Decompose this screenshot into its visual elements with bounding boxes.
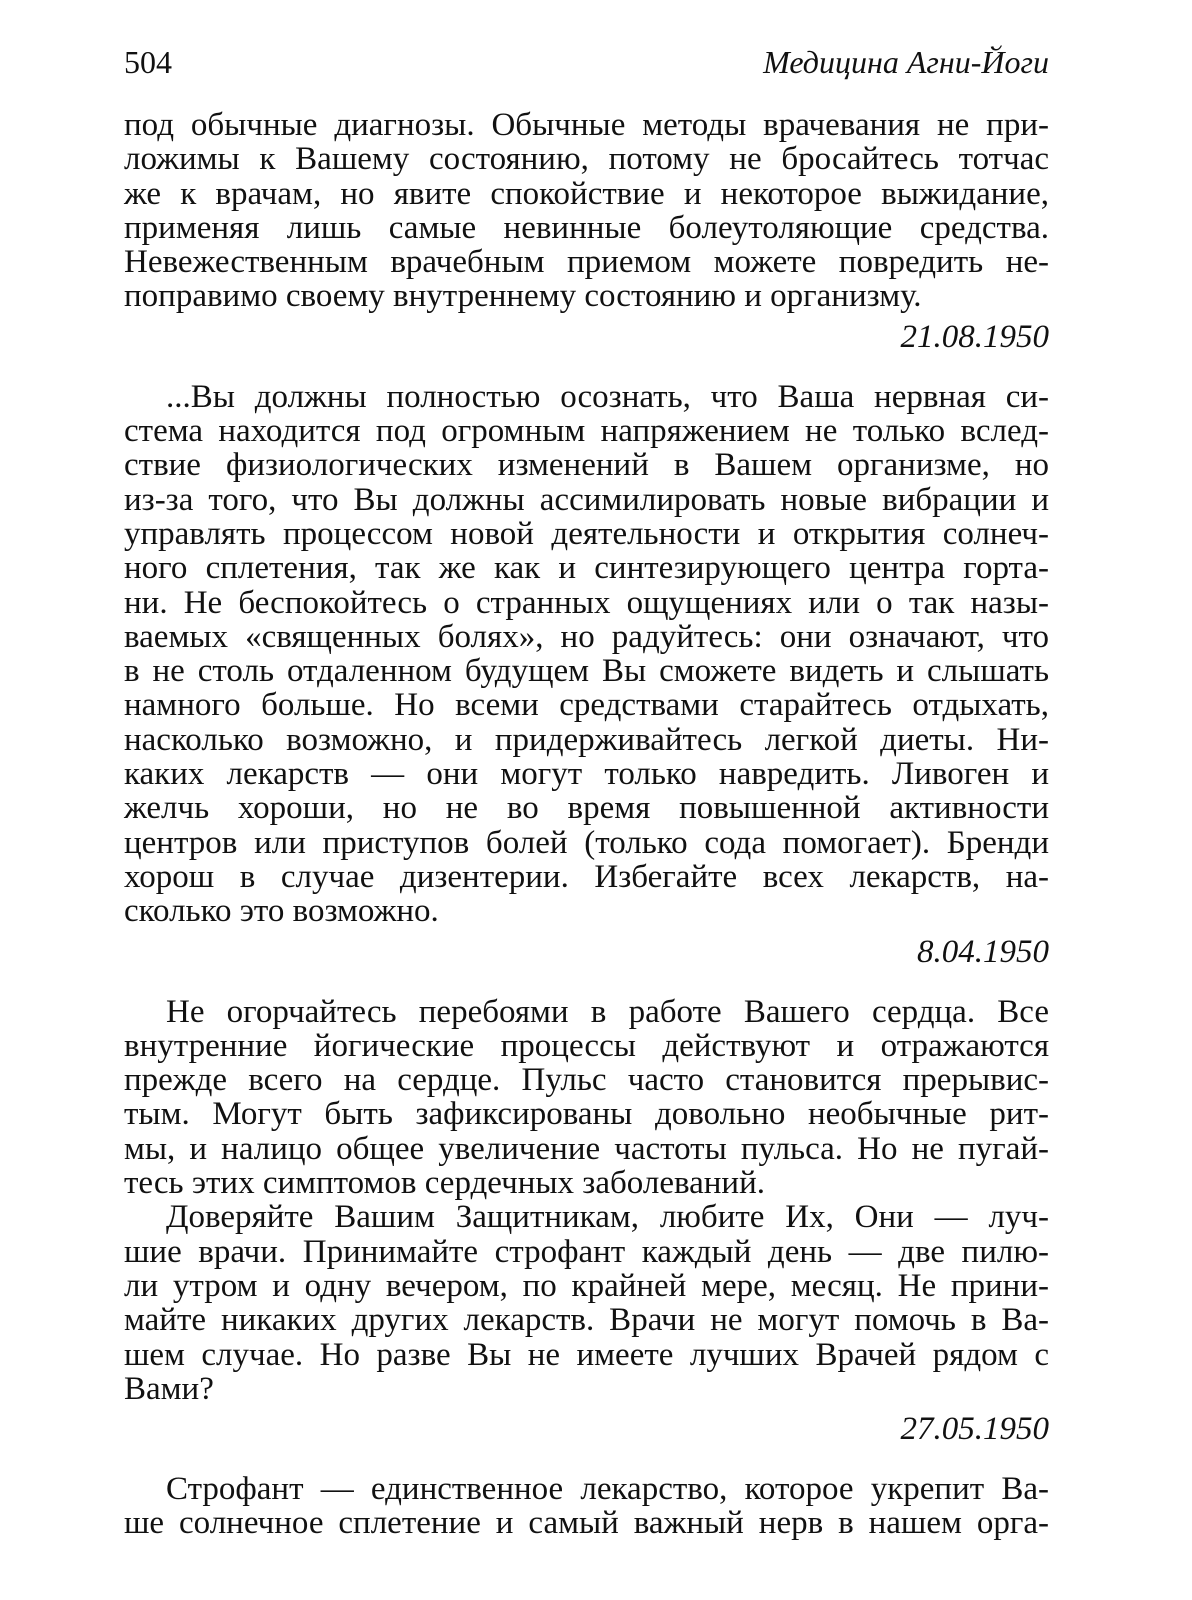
text-line: же к врачам, но явите спокойствие и некоторое выжидание, — [124, 175, 1049, 212]
text-line: каких лекарств — они могут только навредить. Ливоген и — [124, 756, 1049, 793]
text-line: тым. Могут быть зафиксированы довольно необычные рит- — [124, 1096, 1049, 1133]
text-line: ствие физиологических изменений в Вашем организме, но — [124, 447, 1049, 484]
text-line: хорош в случае дизентерии. Избегайте всех лекарств, на- — [124, 858, 1049, 895]
text-line: Доверяйте Вашим Защитникам, любите Их, Они — луч- — [166, 1199, 1049, 1236]
text-line: прежде всего на сердце. Пульс часто становится прерывис- — [124, 1062, 1049, 1099]
book-page — [124, 42, 1049, 1541]
text-line: применяя лишь самые невинные болеутоляющие средства. — [124, 209, 1049, 246]
paragraph-2 — [124, 380, 1049, 929]
paragraph-5 — [124, 1472, 1049, 1541]
text-line: из-за того, что Вы должны ассимилировать новые вибрации и — [124, 481, 1049, 518]
page-header — [124, 42, 1049, 82]
text-line: ше солнечное сплетение и самый важный нерв в нашем орга- — [124, 1505, 1049, 1542]
running-title: Медицина Агни-Йоги — [763, 44, 1049, 80]
text-line: майте никаких других лекарств. Врачи не могут помочь в Ва- — [124, 1302, 1049, 1339]
text-line: мы, и налицо общее увеличение частоты пульса. Но не пугай- — [124, 1130, 1049, 1167]
text-line: шем случае. Но разве Вы не имеете лучших Врачей рядом с — [124, 1336, 1049, 1373]
text-line: ни. Не беспокойтесь о странных ощущениях или о так назы- — [124, 584, 1049, 621]
text-line: Не огорчайтесь перебоями в работе Вашего сердца. Все — [166, 993, 1049, 1030]
paragraph-4 — [124, 1200, 1049, 1406]
text-line: ли утром и одну вечером, по крайней мере, месяц. Не прини- — [124, 1267, 1049, 1304]
letter-date: 8.04.1950 — [917, 933, 1049, 970]
letter-date: 27.05.1950 — [900, 1411, 1049, 1448]
text-line: под обычные диагнозы. Обычные методы врачевания не при- — [124, 107, 1049, 143]
text-line: стема находится под огромным напряжением не только вслед- — [124, 413, 1049, 450]
letter-date: 21.08.1950 — [900, 318, 1049, 355]
page-number: 504 — [124, 44, 172, 80]
text-line: центров или приступов болей (только сода помогает). Бренди — [124, 824, 1049, 861]
text-line: сколько это возможно. — [124, 893, 439, 930]
text-line: насколько возможно, и придерживайтесь легкой диеты. Ни- — [124, 721, 1049, 758]
paragraph-1 — [124, 108, 1049, 314]
text-line: Невежественным врачебным приемом можете повредить не- — [124, 244, 1049, 281]
text-line: внутренние йогические процессы действуют и отражаются — [124, 1027, 1049, 1064]
text-line: управлять процессом новой деятельности и открытия солнеч- — [124, 515, 1049, 552]
text-line: желчь хороши, но не во время повышенной активности — [124, 790, 1049, 827]
text-line: ваемых «священных болях», но радуйтесь: они означают, что — [124, 618, 1049, 655]
text-line: в не столь отдаленном будущем Вы сможете видеть и слышать — [124, 653, 1049, 690]
text-line: Строфант — единственное лекарство, которое укрепит Ва- — [166, 1471, 1049, 1508]
text-line: ложимы к Вашему состоянию, потому не бросайтесь тотчас — [124, 141, 1049, 178]
text-line: намного больше. Но всеми средствами старайтесь отдыхать, — [124, 687, 1049, 724]
text-line: тесь этих симптомов сердечных заболеваний. — [124, 1165, 765, 1202]
paragraph-3 — [124, 995, 1049, 1201]
text-line: Вами? — [124, 1370, 214, 1407]
text-line: поправимо своему внутреннему состоянию и организму. — [124, 278, 922, 315]
text-line: ного сплетения, так же как и синтезирующего центра горта- — [124, 550, 1049, 587]
text-line: шие врачи. Принимайте строфант каждый день — две пилю- — [124, 1233, 1049, 1270]
text-line: ...Вы должны полностью осознать, что Ваша нервная си- — [166, 378, 1049, 415]
